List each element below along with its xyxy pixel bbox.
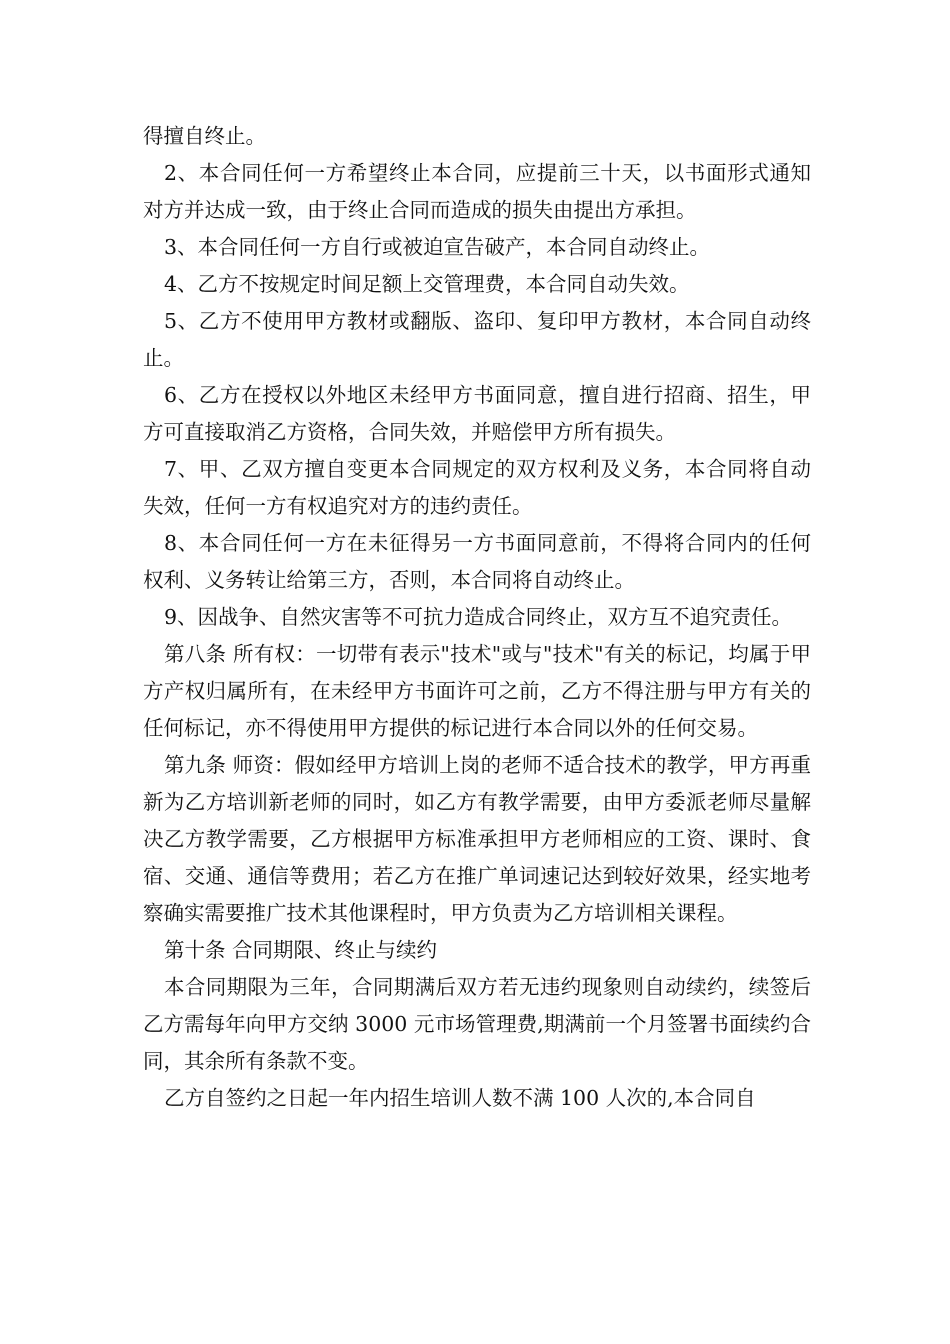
paragraph-enrollment-condition: 乙方自签约之日起一年内招生培训人数不满 100 人次的,本合同自	[164, 1086, 756, 1110]
paragraph-article-10-heading: 第十条 合同期限、终止与续约	[164, 938, 438, 962]
paragraph-clause-8: 8、本合同任何一方在未征得另一方书面同意前，不得将合同内的任何权利、义务转让给第三方，否则，本合同将自动终止。	[143, 531, 811, 592]
paragraph-article-8-ownership: 第八条 所有权：一切带有表示"技术"或与"技术"有关的标记，均属于甲方产权归属所有，在未经甲方书面许可之前，乙方不得注册与甲方有关的任何标记，亦不得使用甲方提供的标记进行本合同以外的任何交易。	[143, 642, 811, 740]
paragraph-continuation: 得擅自终止。	[143, 124, 266, 148]
paragraph-clause-2: 2、本合同任何一方希望终止本合同，应提前三十天，以书面形式通知对方并达成一致，由于终止合同而造成的损失由提出方承担。	[143, 161, 811, 222]
paragraph-term-renewal: 本合同期限为三年，合同期满后双方若无违约现象则自动续约，续签后乙方需每年向甲方交纳 3000 元市场管理费,期满前一个月签署书面续约合同，其余所有条款不变。	[143, 975, 811, 1073]
paragraph-clause-6: 6、乙方在授权以外地区未经甲方书面同意，擅自进行招商、招生，甲方可直接取消乙方资格，合同失效，并赔偿甲方所有损失。	[143, 383, 811, 444]
paragraph-clause-4: 4、乙方不按规定时间足额上交管理费，本合同自动失效。	[164, 272, 690, 296]
paragraph-clause-3: 3、本合同任何一方自行或被迫宣告破产，本合同自动终止。	[164, 235, 711, 259]
paragraph-clause-9: 9、因战争、自然灾害等不可抗力造成合同终止，双方互不追究责任。	[164, 605, 793, 629]
paragraph-article-9-teachers: 第九条 师资：假如经甲方培训上岗的老师不适合技术的教学，甲方再重新为乙方培训新老师的同时，如乙方有教学需要，由甲方委派老师尽量解决乙方教学需要，乙方根据甲方标准承担甲方老师相应的工资、课时、食宿、交通、通信等费用；若乙方在推广单词速记达到较好效果，经实地考察确实需要推广技术其他课程时，甲方负责为乙方培训相关课程。	[143, 753, 811, 925]
document-body	[143, 118, 811, 1117]
paragraph-clause-5: 5、乙方不使用甲方教材或翻版、盗印、复印甲方教材，本合同自动终止。	[143, 309, 811, 370]
paragraph-clause-7: 7、甲、乙双方擅自变更本合同规定的双方权利及义务，本合同将自动失效，任何一方有权追究对方的违约责任。	[143, 457, 811, 518]
